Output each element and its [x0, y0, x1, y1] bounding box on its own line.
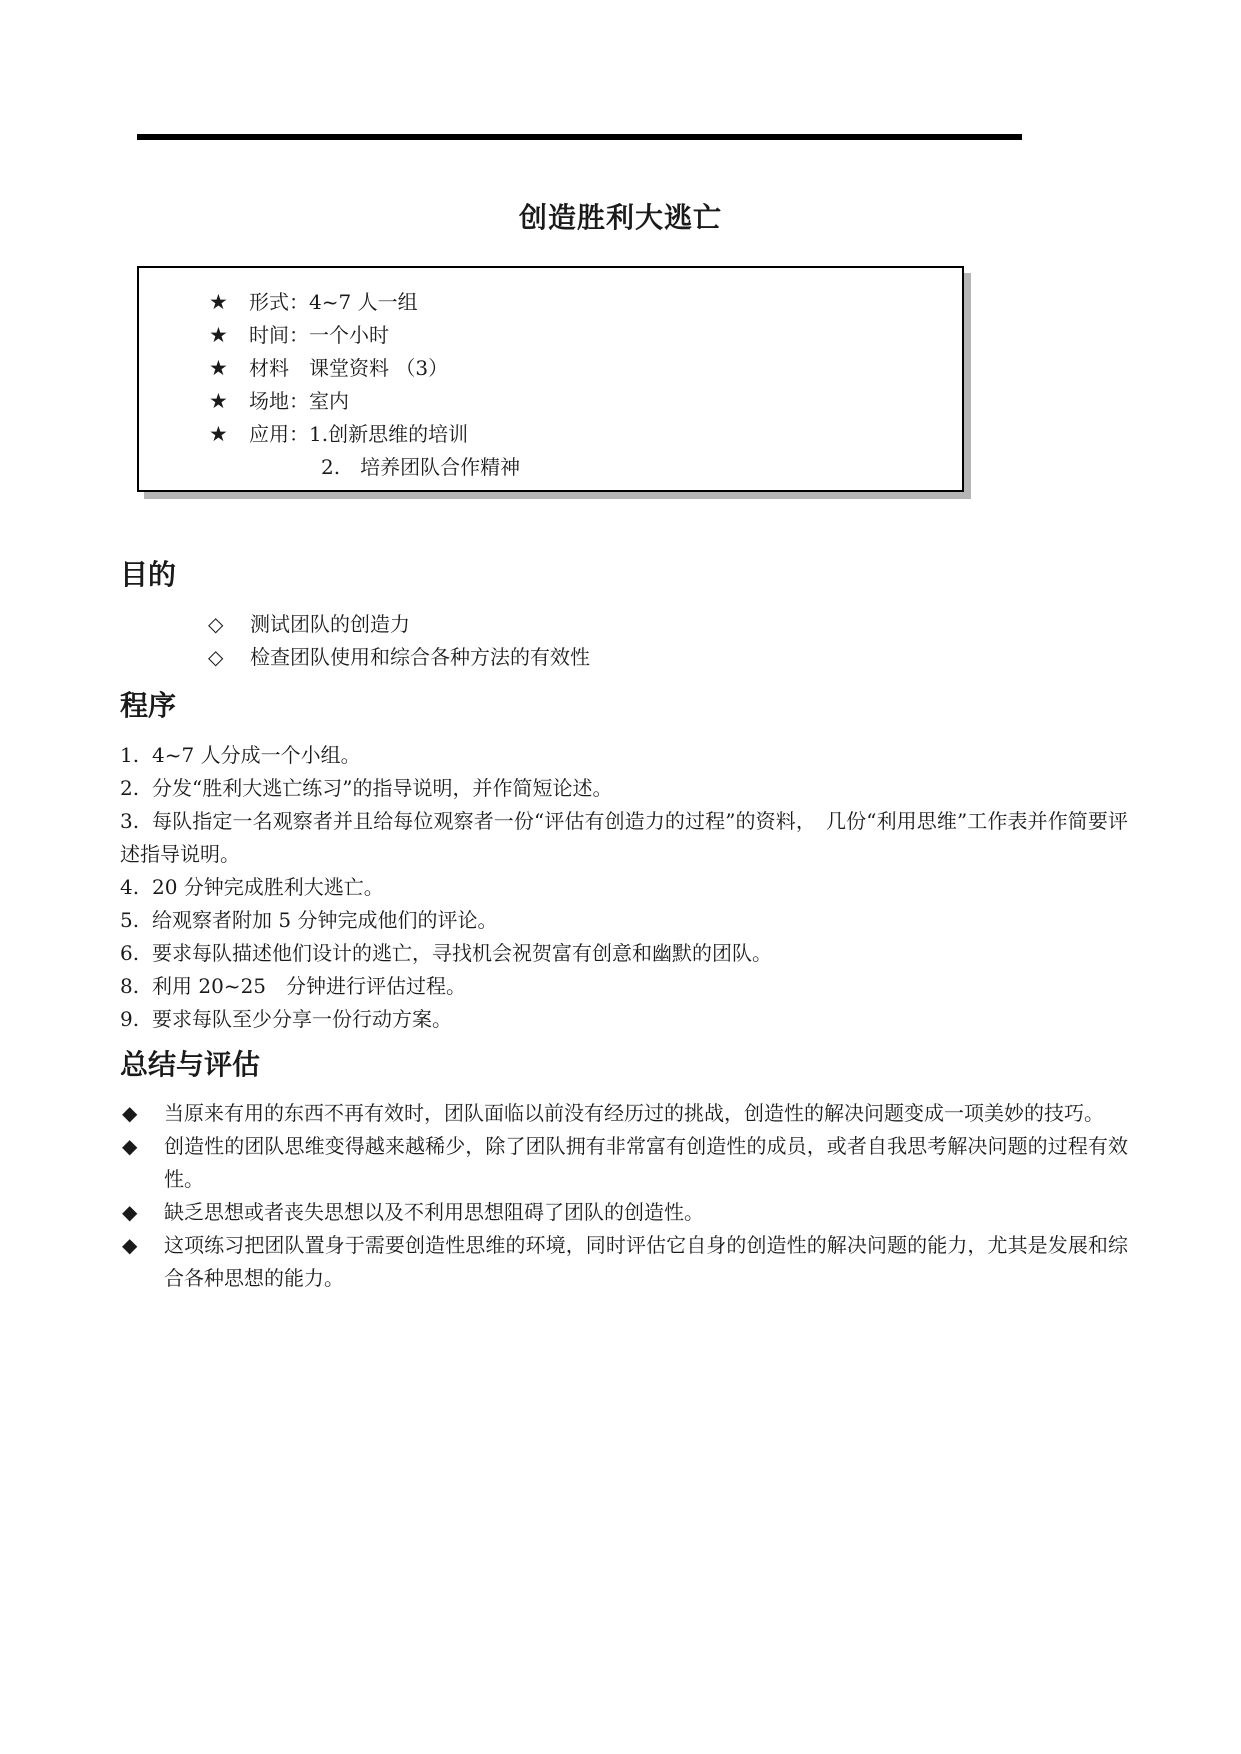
list-item [120, 970, 1128, 1003]
step-text: 每队指定一名观察者并且给每位观察者一份“评估有创造力的过程”的资料， 几份“利用思维”工作表并作简要评述指导说明。 [120, 809, 1128, 866]
step-text: 利用 20~25 分钟进行评估过程。 [152, 974, 467, 998]
list-item [120, 1229, 1128, 1295]
list-item [120, 1003, 1128, 1036]
list-item [120, 772, 1128, 805]
info-item-materials [209, 352, 520, 385]
step-number: 1. [120, 743, 140, 767]
info-text: 形式：4~7 人一组 [249, 290, 418, 314]
info-text: 场地：室内 [249, 389, 349, 413]
summary-text: 当原来有用的东西不再有效时，团队面临以前没有经历过的挑战，创造性的解决问题变成一项美妙的技巧。 [164, 1101, 1104, 1125]
info-text: 应用：1.创新思维的培训 [249, 422, 469, 446]
list-item [120, 937, 1128, 970]
summary-text: 创造性的团队思维变得越来越稀少，除了团队拥有非常富有创造性的成员，或者自我思考解决问题的过程有效性。 [164, 1134, 1128, 1191]
step-number: 9. [120, 1007, 140, 1031]
section-heading-purpose: 目的 [120, 558, 177, 591]
star-icon: ★ [209, 422, 228, 446]
section-heading-procedure: 程序 [120, 689, 177, 722]
purpose-list [208, 608, 590, 674]
section-heading-summary: 总结与评估 [120, 1048, 261, 1081]
step-text: 分发“胜利大逃亡练习”的指导说明，并作简短论述。 [152, 776, 613, 800]
diamond-outline-icon: ◇ [208, 612, 224, 636]
list-item [120, 1130, 1128, 1196]
purpose-text: 检查团队使用和综合各种方法的有效性 [250, 645, 590, 669]
list-item [120, 871, 1128, 904]
page-title: 创造胜利大逃亡 [518, 201, 722, 234]
step-number: 4. [120, 875, 140, 899]
diamond-outline-icon: ◇ [208, 645, 224, 669]
list-item [208, 608, 590, 641]
step-number: 3. [120, 809, 140, 833]
star-icon: ★ [209, 356, 228, 380]
star-icon: ★ [209, 389, 228, 413]
list-item [120, 739, 1128, 772]
step-text: 给观察者附加 5 分钟完成他们的评论。 [152, 908, 498, 932]
diamond-bullet-icon: ◆ [122, 1233, 138, 1257]
list-item [120, 904, 1128, 937]
step-number: 2. [120, 776, 140, 800]
step-text: 20 分钟完成胜利大逃亡。 [152, 875, 384, 899]
summary-text: 缺乏思想或者丧失思想以及不利用思想阻碍了团队的创造性。 [164, 1200, 704, 1224]
info-list [209, 286, 520, 484]
list-item [120, 1196, 1128, 1229]
summary-text: 这项练习把团队置身于需要创造性思维的环境，同时评估它自身的创造性的解决问题的能力，尤其是发展和综合各种思想的能力。 [164, 1233, 1128, 1290]
purpose-text: 测试团队的创造力 [250, 612, 410, 636]
star-icon: ★ [209, 290, 228, 314]
top-rule [137, 134, 1022, 140]
diamond-bullet-icon: ◆ [122, 1200, 138, 1224]
step-number: 8. [120, 974, 140, 998]
step-text: 要求每队描述他们设计的逃亡，寻找机会祝贺富有创意和幽默的团队。 [152, 941, 772, 965]
list-item [208, 641, 590, 674]
info-text: 时间：一个小时 [249, 323, 389, 347]
info-item-application-cont [209, 451, 520, 484]
procedure-list [120, 739, 1128, 1036]
info-box [137, 266, 964, 492]
step-text: 要求每队至少分享一份行动方案。 [152, 1007, 452, 1031]
step-number: 6. [120, 941, 140, 965]
list-item [120, 805, 1128, 871]
info-item-time [209, 319, 520, 352]
info-text: 2. 培养团队合作精神 [321, 455, 521, 479]
info-item-venue [209, 385, 520, 418]
info-text: 材料 课堂资料 （3） [249, 356, 449, 380]
summary-list [120, 1097, 1128, 1295]
star-icon: ★ [209, 323, 228, 347]
info-item-application [209, 418, 520, 451]
list-item [120, 1097, 1128, 1130]
diamond-bullet-icon: ◆ [122, 1134, 138, 1158]
step-number: 5. [120, 908, 140, 932]
step-text: 4~7 人分成一个小组。 [152, 743, 361, 767]
diamond-bullet-icon: ◆ [122, 1101, 138, 1125]
info-item-format [209, 286, 520, 319]
